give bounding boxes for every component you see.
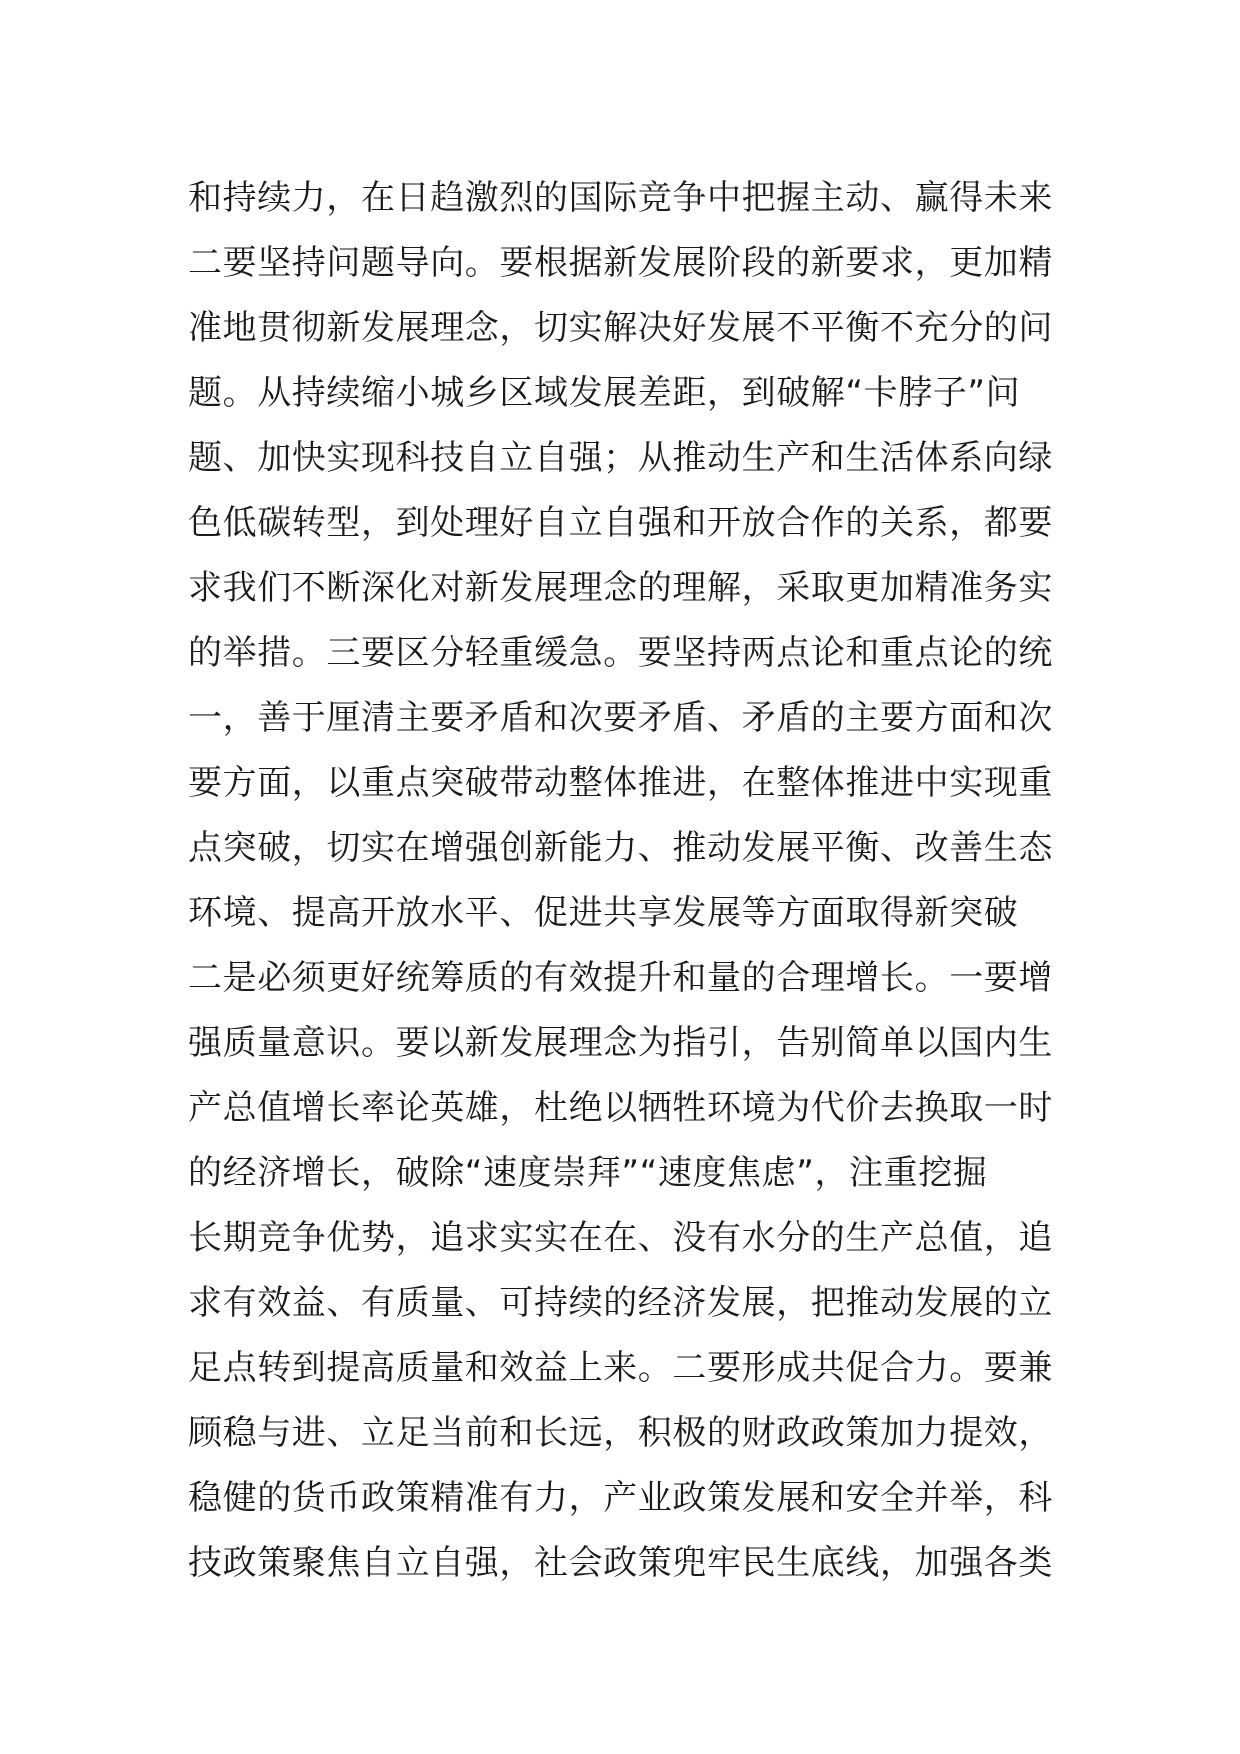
text-line: 和持续力，在日趋激烈的国际竞争中把握主动、赢得未来 — [188, 178, 1053, 218]
text-line: 点突破，切实在增强创新能力、推动发展平衡、改善生态 — [188, 828, 1053, 868]
text-line: 二要坚持问题导向。要根据新发展阶段的新要求，更加精 — [188, 243, 1053, 283]
text-line: 环境、提高开放水平、促进共享发展等方面取得新突破 — [188, 893, 1019, 933]
text-line: 强质量意识。要以新发展理念为指引，告别简单以国内生 — [188, 1023, 1053, 1063]
text-line: 题。从持续缩小城乡区域发展差距，到破解“卡脖子”问 — [188, 373, 1021, 413]
text-line: 求有效益、有质量、可持续的经济发展，把推动发展的立 — [188, 1283, 1053, 1323]
text-line: 要方面，以重点突破带动整体推进，在整体推进中实现重 — [188, 763, 1053, 803]
text-line: 技政策聚焦自立自强，社会政策兜牢民生底线，加强各类 — [188, 1543, 1053, 1583]
text-line: 二是必须更好统筹质的有效提升和量的合理增长。一要增 — [188, 958, 1053, 998]
text-line: 顾稳与进、立足当前和长远，积极的财政政策加力提效， — [188, 1413, 1053, 1453]
text-line: 稳健的货币政策精准有力，产业政策发展和安全并举，科 — [188, 1478, 1053, 1518]
text-line: 一，善于厘清主要矛盾和次要矛盾、矛盾的主要方面和次 — [188, 698, 1053, 738]
text-line: 长期竞争优势，追求实实在在、没有水分的生产总值，追 — [188, 1218, 1053, 1258]
text-line: 题、加快实现科技自立自强；从推动生产和生活体系向绿 — [188, 438, 1053, 478]
text-line: 产总值增长率论英雄，杜绝以牺牲环境为代价去换取一时 — [188, 1088, 1053, 1128]
text-line: 准地贯彻新发展理念，切实解决好发展不平衡不充分的问 — [188, 308, 1053, 348]
text-line: 的经济增长，破除“速度崇拜”“速度焦虑”，注重挖掘 — [188, 1153, 988, 1193]
text-line: 的举措。三要区分轻重缓急。要坚持两点论和重点论的统 — [188, 633, 1053, 673]
body-text — [188, 166, 1068, 1596]
text-line: 足点转到提高质量和效益上来。二要形成共促合力。要兼 — [188, 1348, 1053, 1388]
text-line: 求我们不断深化对新发展理念的理解，采取更加精准务实 — [188, 568, 1053, 608]
text-line: 色低碳转型，到处理好自立自强和开放合作的关系，都要 — [188, 503, 1053, 543]
